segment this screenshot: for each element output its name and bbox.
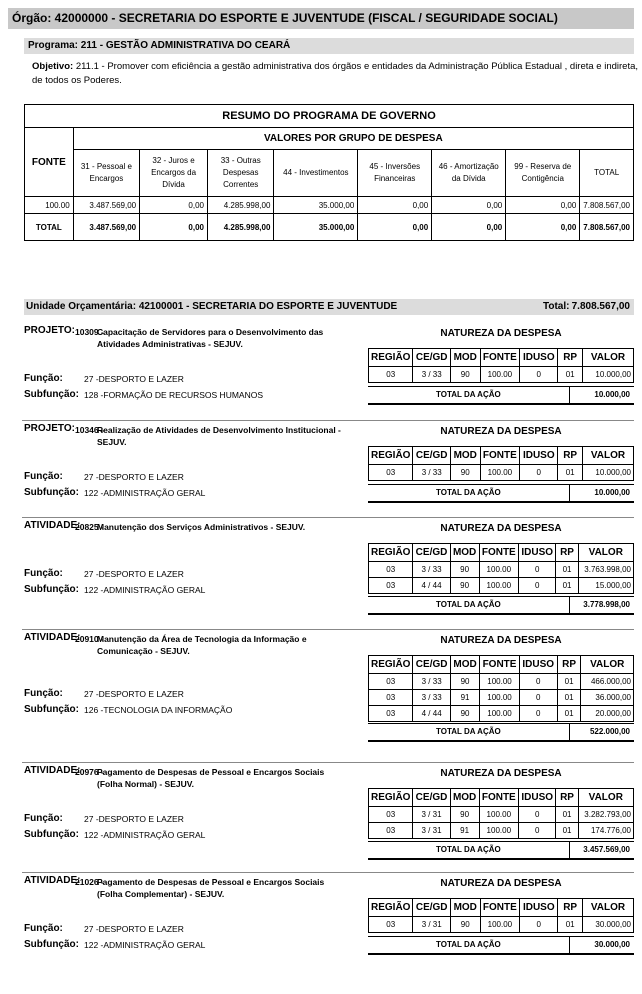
cell: 3.487.569,00: [73, 197, 139, 214]
funcao-value: 27 -DESPORTO E LAZER: [84, 924, 184, 934]
cell: 100.00: [479, 562, 518, 578]
total-acao-value: 10.000,00: [594, 488, 630, 497]
cell: 0: [518, 823, 556, 839]
nat-header: RP: [558, 349, 583, 367]
cell: 0,00: [358, 214, 432, 241]
acao-kind: PROJETO:: [24, 423, 75, 434]
total-acao-label: TOTAL DA AÇÃO: [436, 390, 501, 399]
unidade-total-label: Total:: [543, 301, 570, 312]
col-header: 44 - Investimentos: [274, 150, 358, 197]
divider: [22, 420, 634, 421]
natureza-title: NATUREZA DA DESPESA: [440, 523, 562, 534]
cell: 0,00: [358, 197, 432, 214]
total-acao-value: 522.000,00: [589, 727, 630, 736]
subfuncao-label: Subfunção:: [24, 939, 79, 950]
cell: 01: [557, 690, 581, 706]
cell: 0: [519, 690, 557, 706]
cell: 3.763.998,00: [578, 562, 633, 578]
total-acao-value: 3.457.569,00: [583, 845, 630, 854]
acao-title: Capacitação de Servidores para o Desenvolvimento das Atividades Administrativas - SEJUV.: [97, 327, 324, 349]
funcao-label: Função:: [24, 813, 63, 824]
divider: [569, 937, 570, 953]
cell: 0,00: [140, 197, 208, 214]
total-acao-row: [368, 386, 634, 405]
cell: 01: [557, 674, 581, 690]
programa-header: [24, 38, 634, 54]
acao-code: 10309 -: [75, 327, 104, 337]
table-row: [369, 465, 634, 481]
col-header: 99 - Reserva de Contigência: [506, 150, 580, 197]
cell: 20.000,00: [581, 706, 634, 722]
acao-kind: ATIVIDADE:: [24, 765, 81, 776]
cell: 01: [556, 823, 578, 839]
cell: 01: [556, 578, 578, 594]
acao-block: [0, 322, 642, 400]
cell: 7.808.567,00: [580, 197, 634, 214]
total-acao-label: TOTAL DA AÇÃO: [436, 845, 501, 854]
nat-header: CE/GD: [413, 656, 450, 674]
funcao-value: 27 -DESPORTO E LAZER: [84, 472, 184, 482]
divider: [22, 517, 634, 518]
subfuncao-value: 122 -ADMINISTRAÇÃO GERAL: [84, 488, 206, 498]
subfuncao-value: 122 -ADMINISTRAÇÃO GERAL: [84, 830, 206, 840]
cell: 01: [558, 917, 583, 933]
divider: [569, 597, 570, 613]
cell: 0: [520, 367, 558, 383]
total-acao-value: 10.000,00: [594, 390, 630, 399]
nat-header: FONTE: [480, 656, 520, 674]
resumo-table: [24, 104, 634, 241]
acao-title: Pagamento de Despesas de Pessoal e Encargos Sociais (Folha Normal) - SEJUV.: [97, 767, 325, 789]
cell: 90: [450, 465, 480, 481]
cell: 90: [450, 578, 479, 594]
nat-header: VALOR: [582, 349, 633, 367]
cell: 3 / 33: [413, 674, 450, 690]
table-row: [369, 917, 634, 933]
table-row: [369, 823, 634, 839]
total-acao-label: TOTAL DA AÇÃO: [436, 488, 501, 497]
nat-header: REGIÃO: [369, 349, 413, 367]
cell: 4.285.998,00: [207, 214, 273, 241]
subfuncao-value: 122 -ADMINISTRAÇÃO GERAL: [84, 585, 206, 595]
cell: 03: [369, 823, 413, 839]
cell: 01: [556, 807, 578, 823]
nat-header: VALOR: [578, 544, 633, 562]
nat-header: MOD: [450, 789, 479, 807]
table-row: [369, 690, 634, 706]
cell: 90: [450, 674, 479, 690]
unidade-label: Unidade Orçamentária: 42100001 - SECRETARIA DO ESPORTE E JUVENTUDE: [26, 301, 398, 312]
divider: [22, 762, 634, 763]
cell: 03: [369, 690, 413, 706]
nat-header: IDUSO: [518, 789, 556, 807]
nat-header: MOD: [450, 656, 479, 674]
divider: [22, 872, 634, 873]
acao-title: Realização de Atividades de Desenvolvimento Institucional - SEJUV.: [97, 425, 341, 447]
acao-block: [0, 517, 642, 610]
nat-header: IDUSO: [518, 544, 556, 562]
acao-kind: PROJETO:: [24, 325, 75, 336]
acao-kind: ATIVIDADE:: [24, 520, 81, 531]
table-row: [369, 674, 634, 690]
nat-header: FONTE: [480, 447, 520, 465]
cell: 100.00: [480, 465, 520, 481]
col-header-total: TOTAL: [580, 150, 634, 197]
nat-header: RP: [558, 447, 583, 465]
subfuncao-value: 122 -ADMINISTRAÇÃO GERAL: [84, 940, 206, 950]
divider: [22, 629, 634, 630]
cell: 35.000,00: [274, 197, 358, 214]
divider: [569, 842, 570, 858]
nat-header: FONTE: [479, 789, 518, 807]
cell: 03: [369, 706, 413, 722]
funcao-label: Função:: [24, 471, 63, 482]
resumo-subtitle: VALORES POR GRUPO DE DESPESA: [73, 128, 633, 150]
unidade-total-value: 7.808.567,00: [571, 301, 630, 312]
natureza-table: [368, 655, 634, 722]
col-header: 46 - Amortização da Dívida: [432, 150, 506, 197]
table-row: [369, 562, 634, 578]
cell: 100.00: [479, 823, 518, 839]
cell: 3.282.793,00: [578, 807, 633, 823]
table-row: [369, 807, 634, 823]
acao-block: [0, 420, 642, 498]
col-header: 31 - Pessoal e Encargos: [73, 150, 139, 197]
total-acao-row: [368, 841, 634, 860]
orgao-header: [8, 8, 634, 29]
cell: 15.000,00: [578, 578, 633, 594]
funcao-label: Função:: [24, 373, 63, 384]
cell: 10.000,00: [582, 465, 633, 481]
orgao-label: Órgão: 42000000 - SECRETARIA DO ESPORTE E JUVENTUDE (FISCAL / SEGURIDADE SOCIAL): [12, 11, 558, 25]
cell: 03: [369, 917, 413, 933]
subfuncao-label: Subfunção:: [24, 487, 79, 498]
acao-code: 20976 -: [75, 767, 104, 777]
nat-header: RP: [556, 789, 578, 807]
acao-title: Manutenção da Área de Tecnologia da Informação e Comunicação - SEJUV.: [97, 634, 307, 656]
nat-header: MOD: [450, 349, 480, 367]
nat-header: MOD: [450, 899, 480, 917]
cell: 0: [520, 465, 558, 481]
total-acao-label: TOTAL DA AÇÃO: [436, 940, 501, 949]
cell: 0: [518, 578, 556, 594]
total-acao-row: [368, 596, 634, 615]
table-row: [25, 197, 634, 214]
cell: 03: [369, 562, 413, 578]
total-acao-row: [368, 936, 634, 955]
subfuncao-label: Subfunção:: [24, 829, 79, 840]
cell: 100.00: [479, 578, 518, 594]
cell: 01: [558, 465, 583, 481]
funcao-label: Função:: [24, 923, 63, 934]
objetivo: [32, 60, 642, 88]
cell: 01: [557, 706, 581, 722]
acao-block: [0, 872, 642, 950]
cell: 91: [450, 690, 479, 706]
subfuncao-label: Subfunção:: [24, 703, 79, 715]
total-acao-value: 3.778.998,00: [583, 600, 630, 609]
funcao-label: Função:: [24, 687, 63, 699]
cell: 174.776,00: [578, 823, 633, 839]
cell: 100.00: [480, 706, 520, 722]
cell: 100.00: [479, 807, 518, 823]
nat-header: IDUSO: [520, 899, 558, 917]
nat-header: IDUSO: [520, 447, 558, 465]
cell: 0,00: [140, 214, 208, 241]
nat-header: RP: [557, 656, 581, 674]
natureza-table: [368, 543, 634, 594]
acao-block: [0, 629, 642, 737]
cell: 90: [450, 706, 479, 722]
cell: 0: [519, 706, 557, 722]
nat-header: REGIÃO: [369, 447, 413, 465]
cell: 100.00: [480, 690, 520, 706]
nat-header: CE/GD: [413, 899, 450, 917]
subfuncao-label: Subfunção:: [24, 584, 79, 595]
divider: [569, 387, 570, 403]
cell: 4 / 44: [413, 578, 450, 594]
cell: 01: [556, 562, 578, 578]
nat-header: REGIÃO: [369, 899, 413, 917]
cell: 0: [518, 562, 556, 578]
cell: 7.808.567,00: [580, 214, 634, 241]
cell: 0,00: [432, 214, 506, 241]
nat-header: VALOR: [581, 656, 634, 674]
cell: 3 / 33: [413, 465, 450, 481]
acao-title: Manutenção dos Serviços Administrativos - SEJUV.: [97, 522, 306, 532]
natureza-title: NATUREZA DA DESPESA: [440, 635, 562, 646]
cell: 90: [450, 367, 480, 383]
cell: 30.000,00: [582, 917, 633, 933]
fonte-header: FONTE: [25, 128, 74, 197]
programa-label: Programa: 211 - GESTÃO ADMINISTRATIVA DO CEARÁ: [28, 40, 291, 51]
table-row: [369, 578, 634, 594]
natureza-title: NATUREZA DA DESPESA: [440, 328, 562, 339]
acao-kind: ATIVIDADE:: [24, 632, 81, 643]
cell: 3 / 33: [413, 562, 450, 578]
cell: TOTAL: [25, 214, 74, 241]
nat-header: IDUSO: [519, 656, 557, 674]
natureza-table: [368, 788, 634, 839]
cell: 01: [558, 367, 583, 383]
cell: 3 / 33: [413, 690, 450, 706]
objetivo-label: Objetivo:: [32, 61, 74, 72]
cell: 4.285.998,00: [207, 197, 273, 214]
total-acao-value: 30.000,00: [594, 940, 630, 949]
total-row: [25, 214, 634, 241]
nat-header: VALOR: [578, 789, 633, 807]
total-acao-row: [368, 723, 634, 742]
nat-header: CE/GD: [413, 544, 450, 562]
funcao-value: 27 -DESPORTO E LAZER: [84, 374, 184, 384]
acao-kind: ATIVIDADE:: [24, 875, 81, 886]
cell: 90: [450, 807, 479, 823]
funcao-label: Função:: [24, 568, 63, 579]
cell: 10.000,00: [582, 367, 633, 383]
funcao-value: 27 -DESPORTO E LAZER: [84, 814, 184, 824]
acao-title: Pagamento de Despesas de Pessoal e Encargos Sociais (Folha Complementar) - SEJUV.: [97, 877, 325, 899]
col-header: 33 - Outras Despesas Correntes: [207, 150, 273, 197]
cell: 03: [369, 465, 413, 481]
cell: 0,00: [506, 214, 580, 241]
cell: 03: [369, 674, 413, 690]
cell: 35.000,00: [274, 214, 358, 241]
cell: 03: [369, 807, 413, 823]
nat-header: RP: [558, 899, 583, 917]
nat-header: MOD: [450, 447, 480, 465]
nat-header: MOD: [450, 544, 479, 562]
nat-header: FONTE: [479, 544, 518, 562]
cell: 4 / 44: [413, 706, 450, 722]
cell: 3 / 31: [413, 807, 450, 823]
cell: 100.00: [25, 197, 74, 214]
natureza-title: NATUREZA DA DESPESA: [440, 878, 562, 889]
cell: 03: [369, 578, 413, 594]
unidade-header: [24, 299, 634, 315]
cell: 90: [450, 917, 480, 933]
col-header: 45 - Inversões Financeiras: [358, 150, 432, 197]
cell: 03: [369, 367, 413, 383]
total-acao-label: TOTAL DA AÇÃO: [436, 727, 501, 736]
objetivo-text: 211.1 - Promover com eficiência a gestão administrativa dos órgãos e entidades da Administração Pública Estadual , direta e indireta, de todos os Poderes.: [32, 61, 639, 86]
natureza-table: [368, 446, 634, 481]
acao-code: 20910 -: [75, 634, 104, 644]
nat-header: FONTE: [480, 899, 520, 917]
cell: 0: [519, 674, 557, 690]
nat-header: REGIÃO: [369, 789, 413, 807]
nat-header: REGIÃO: [369, 544, 413, 562]
cell: 100.00: [480, 917, 520, 933]
cell: 100.00: [480, 674, 520, 690]
natureza-title: NATUREZA DA DESPESA: [440, 426, 562, 437]
cell: 36.000,00: [581, 690, 634, 706]
subfuncao-value: 126 -TECNOLOGIA DA INFORMAÇÃO: [84, 704, 233, 715]
nat-header: RP: [556, 544, 578, 562]
nat-header: VALOR: [582, 447, 633, 465]
nat-header: REGIÃO: [369, 656, 413, 674]
natureza-table: [368, 348, 634, 383]
col-header: 32 - Juros e Encargos da Dívida: [140, 150, 208, 197]
cell: 90: [450, 562, 479, 578]
cell: 3 / 31: [413, 823, 450, 839]
divider: [569, 485, 570, 501]
acao-code: 10346 -: [75, 425, 104, 435]
cell: 466.000,00: [581, 674, 634, 690]
cell: 3.487.569,00: [73, 214, 139, 241]
acao-block: [0, 762, 642, 855]
nat-header: CE/GD: [413, 447, 450, 465]
divider: [569, 724, 570, 740]
cell: 3 / 31: [413, 917, 450, 933]
nat-header: VALOR: [582, 899, 633, 917]
cell: 0: [520, 917, 558, 933]
cell: 0,00: [506, 197, 580, 214]
resumo-title: RESUMO DO PROGRAMA DE GOVERNO: [25, 105, 634, 128]
nat-header: IDUSO: [520, 349, 558, 367]
cell: 0,00: [432, 197, 506, 214]
cell: 100.00: [480, 367, 520, 383]
table-row: [369, 706, 634, 722]
cell: 0: [518, 807, 556, 823]
subfuncao-value: 128 -FORMAÇÃO DE RECURSOS HUMANOS: [84, 390, 263, 400]
nat-header: CE/GD: [413, 349, 450, 367]
nat-header: CE/GD: [413, 789, 450, 807]
table-row: [369, 367, 634, 383]
funcao-value: 27 -DESPORTO E LAZER: [84, 569, 184, 579]
cell: 91: [450, 823, 479, 839]
funcao-value: 27 -DESPORTO E LAZER: [84, 688, 184, 699]
acao-code: 21026 -: [75, 877, 104, 887]
nat-header: FONTE: [480, 349, 520, 367]
natureza-table: [368, 898, 634, 933]
acao-code: 20825 -: [75, 522, 104, 532]
cell: 3 / 33: [413, 367, 450, 383]
natureza-title: NATUREZA DA DESPESA: [440, 768, 562, 779]
subfuncao-label: Subfunção:: [24, 389, 79, 400]
total-acao-label: TOTAL DA AÇÃO: [436, 600, 501, 609]
total-acao-row: [368, 484, 634, 503]
